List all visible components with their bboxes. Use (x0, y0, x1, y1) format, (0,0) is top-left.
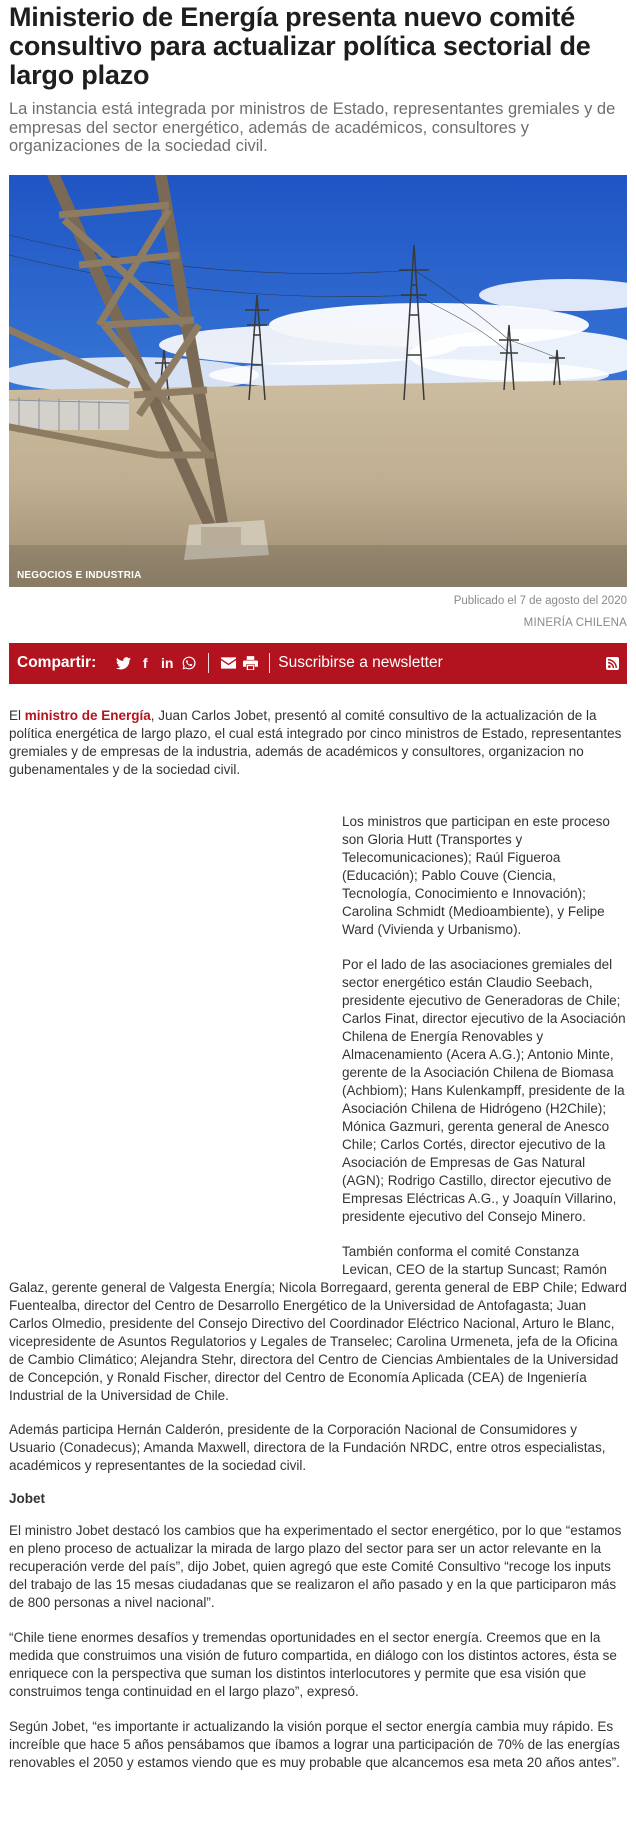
paragraph-ademas: Además participa Hernán Calderón, presidente de la Corporación Nacional de Consumidores y Usuario (Conadecus); Amanda Maxwell, directora de la Fundación NRDC, entre otros especialistas, académicos y representantes de la sociedad civil. (9, 1421, 606, 1473)
intro-before: El (9, 707, 25, 723)
article-subtitle: La instancia está integrada por ministros de Estado, representantes gremiales y de empresas del sector energético, además de académicos, consultores y organizaciones de la sociedad civil. (9, 100, 616, 155)
share-label: Compartir: (17, 654, 97, 671)
share-divider (269, 653, 270, 673)
article-source: MINERÍA CHILENA (523, 616, 627, 629)
rss-icon[interactable] (606, 657, 619, 670)
linkedin-icon[interactable]: in (161, 655, 174, 671)
paragraph-jobet-1: El ministro Jobet destacó los cambios que ha experimentado el sector energético, por lo que “estamos en pleno proceso de actualizar la mirada de largo plazo del sector para ser un actor relevante en la recuperación verde del país”, dijo Jobet, quien agregó que este Comité Consultivo “recoge los inputs del trabajo de las 15 mesas ciudadanas que se realizaron el año pasado y en la que participaron más de 800 personas a nivel nacional”. (9, 1522, 622, 1610)
paragraph-gremiales: Por el lado de las asociaciones gremiales del sector energético están Claudio Seebach, presidente ejecutivo de Generadoras de Chile; Carlos Finat, director ejecutivo de la Asociación Chilena de Energía Renovables y Almacenamiento (Acera A.G.); Antonio Minte, gerente de la Asociación Chilena de Biomasa (Achbiom); Hans Kulenkampff, presidente de la Asociación Chilena de Hidrógeno (H2Chile); Mónica Gazmuri, gerenta general de Anesco Chile; Carlos Cortés, director ejecutivo de la Asociación de Empresas de Gas Natural (AGN); Rodrigo Castillo, director ejecutivo de Empresas Eléctricas A.G., y Joaquín Villarino, presidente ejecutivo del Consejo Minero. (342, 956, 626, 1224)
paragraph-ministros: Los ministros que participan en este proceso son Gloria Hutt (Transportes y Telecomunicaciones); Raúl Figueroa (Educación); Pablo Couve (Ciencia, Tecnología, Conocimiento e Innovación); Carolina Schmidt (Medioambiente), y Felipe Ward (Vivienda y Urbanismo). (342, 813, 610, 937)
newsletter-link[interactable]: Suscribirse a newsletter (278, 654, 443, 671)
paragraph-jobet-2: “Chile tiene enormes desafíos y tremendas oportunidades en el sector energía. Creemos que en la medida que construimos una visión de futuro compartida, en diálogo con los distintos actores, ésta se enriquece con la perspectiva que suman los distintos interlocutores y permite que esa visión que construimos tenga continuidad en el largo plazo”, expresó. (9, 1629, 617, 1699)
paragraph-jobet-3: Según Jobet, “es importante ir actualizando la visión porque el sector energía cambia muy rápido. Es increíble que hace 5 años pensábamos que íbamos a lograr una participación de 70% de las energías renovables el 2050 y estamos viendo que es muy probable que alcancemos esa meta 20 años antes”. (9, 1718, 620, 1770)
article-meta (9, 594, 627, 630)
hero-image (9, 175, 627, 587)
intro-after: , Juan Carlos Jobet, presentó al comité consultivo de la actualización de la política energética de largo plazo, el cual está integrado por cinco ministros de Estado, representantes gremiales y de empresas de la industria, además de académicos y consultores, organizacion no gubenamentales y de la sociedad civil. (9, 707, 622, 777)
section-heading: Jobet (9, 1490, 46, 1506)
tambien-lead: También conforma el comité Constanza Levican, CEO de la startup Suncast; Ramón (342, 1243, 607, 1277)
mail-icon[interactable] (217, 657, 239, 669)
category-tag[interactable]: NEGOCIOS E INDUSTRIA (17, 569, 142, 581)
share-divider (208, 653, 209, 673)
tambien-rest: Galaz, gerente general de Valgesta Energía; Nicola Borregaard, gerenta general de EBP Chile; Edward Fuentealba, director del Centro de Desarrollo Energético de la Universidad de Antofagasta; Juan Carlos Olmedio, presidente del Consejo Directivo del Coordinador Eléctrico Nacional, Arturo le Blanc, vicepresidente de Asuntos Regulatorios y Legales de Transelec; Carolina Urmeneta, jefa de la Oficina de Cambio Climático; Alejandra Stehr, directora del Centro de Ciencias Ambientales de la Universidad de Concepción, y Ronald Fischer, director del Centro de Economía Aplicada (CEA) de Ingeniería Industrial de la Universidad de Chile. (9, 1279, 627, 1403)
article-title: Ministerio de Energía presenta nuevo comité consultivo para actualizar política sectorial de largo plazo (9, 2, 591, 90)
facebook-icon[interactable]: f (142, 655, 148, 671)
paragraph-tambien (9, 1243, 627, 1405)
print-icon[interactable] (239, 656, 261, 670)
ministry-link[interactable]: ministro de Energía (24, 707, 151, 723)
paragraph-intro (9, 707, 627, 779)
twitter-icon[interactable] (112, 657, 134, 670)
whatsapp-icon[interactable] (178, 656, 200, 670)
publish-date: Publicado el 7 de agosto del 2020 (453, 594, 627, 607)
share-bar (9, 643, 627, 684)
